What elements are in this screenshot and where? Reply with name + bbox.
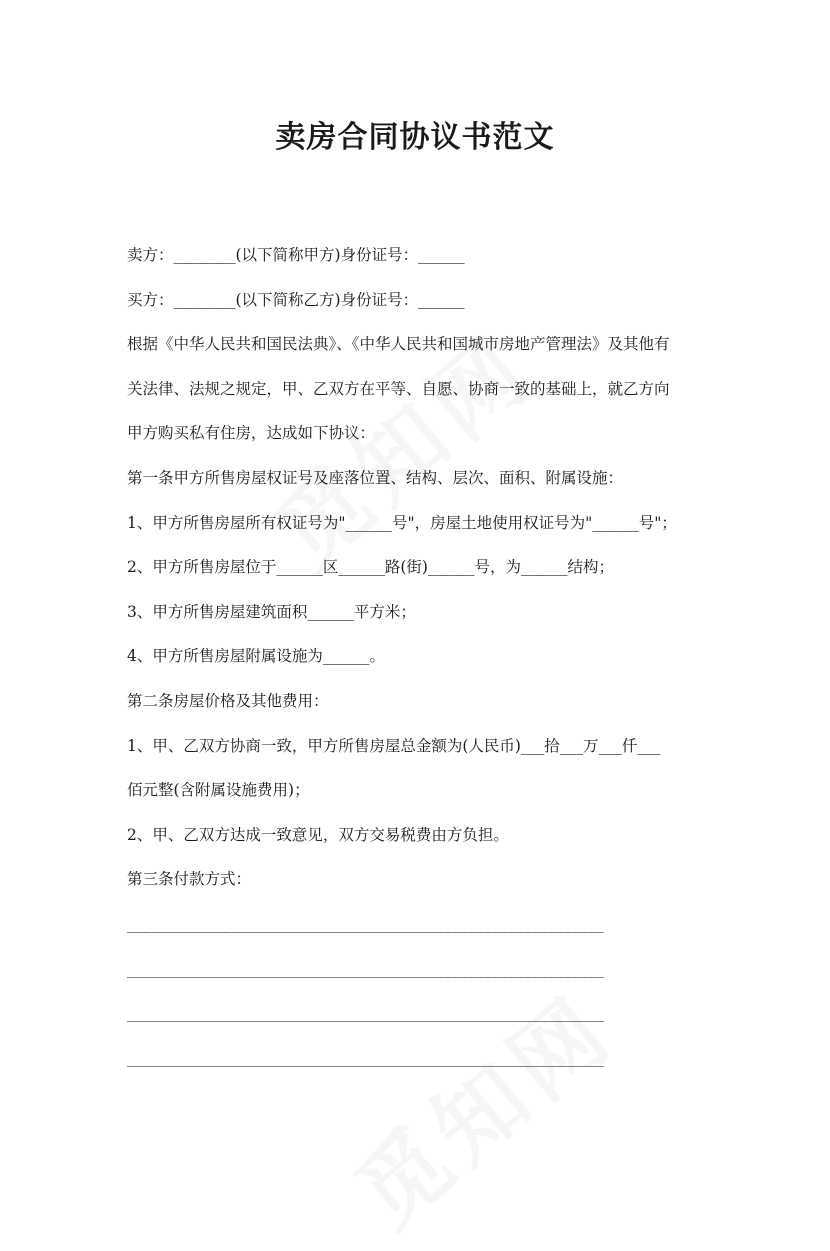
document-title: 卖房合同协议书范文 — [275, 120, 555, 155]
article-1-item-3: 3、甲方所售房屋建筑面积______平方米； — [127, 602, 416, 621]
document-body — [127, 240, 712, 1087]
article-2-item-1: 1、甲、乙双方协商一致，甲方所售房屋总金额为(人民币)___拾___万___仟___ — [127, 736, 661, 755]
article-3-heading: 第三条付款方式： — [127, 870, 252, 889]
buyer-line: 买方：________(以下简称乙方)身份证号：______ — [127, 290, 465, 309]
article-1-item-1: 1、甲方所售房屋所有权证号为"______号"，房屋土地使用权证号为"______号"； — [127, 513, 677, 532]
blank-fill-line: ____________________________________________________________ — [127, 1004, 604, 1023]
article-1-heading: 第一条甲方所售房屋权证号及座落位置、结构、层次、面积、附属设施： — [127, 468, 624, 487]
article-2-heading: 第二条房屋价格及其他费用： — [127, 691, 329, 710]
preamble-line-1: 根据《中华人民共和国民法典》、《中华人民共和国城市房地产管理法》及其他有 — [127, 335, 670, 354]
seller-line: 卖方：________(以下简称甲方)身份证号：______ — [127, 246, 465, 264]
blank-fill-line: ____________________________________________________________ — [127, 959, 604, 978]
article-2-item-1-cont: 佰元整(含附属设施费用)； — [127, 781, 310, 800]
preamble-line-3: 甲方购买私有住房，达成如下协议： — [127, 424, 376, 443]
blank-fill-line: ____________________________________________________________ — [127, 914, 604, 933]
article-1-item-2: 2、甲方所售房屋位于______区______路(街)______号，为______结构； — [127, 558, 614, 577]
article-2-item-2: 2、甲、乙双方达成一致意见，双方交易税费由方负担。 — [127, 825, 509, 844]
article-1-item-4: 4、甲方所售房屋附属设施为______。 — [127, 647, 385, 666]
blank-fill-line: ____________________________________________________________ — [127, 1048, 604, 1067]
preamble-line-2: 关法律、法规之规定，甲、乙双方在平等、自愿、协商一致的基础上，就乙方向 — [127, 379, 670, 398]
